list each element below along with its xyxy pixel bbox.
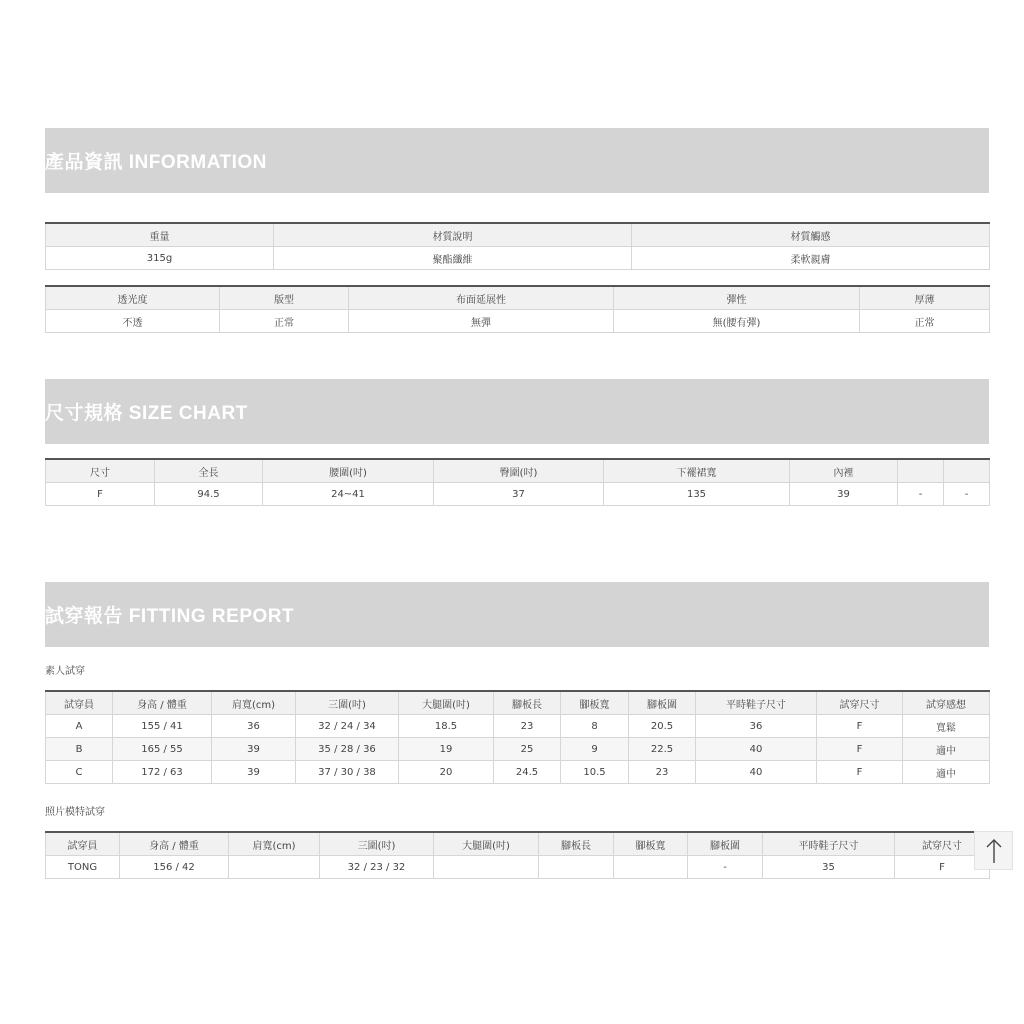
- table-cell: 37 / 30 / 38: [296, 761, 399, 784]
- size-chart-table: [45, 458, 990, 506]
- header-opacity: 透光度: [46, 286, 220, 310]
- header-waist: 腰圍(吋): [263, 459, 434, 483]
- table-cell: 適中: [903, 761, 990, 784]
- table-cell: 10.5: [561, 761, 629, 784]
- table-cell: F: [817, 761, 903, 784]
- table-cell: 39: [212, 738, 296, 761]
- header-weight: 重量: [46, 223, 274, 247]
- table-cell: 25: [494, 738, 561, 761]
- table-cell: 40: [696, 738, 817, 761]
- header-tried-size: 試穿尺寸: [895, 832, 990, 856]
- header-size: 尺寸: [46, 459, 155, 483]
- header-thigh: 大腿圍(吋): [434, 832, 539, 856]
- material-table: [45, 222, 990, 270]
- table-cell: [614, 856, 688, 879]
- header-tester: 試穿員: [46, 832, 120, 856]
- header-measurements: 三圍(吋): [320, 832, 434, 856]
- table-row: [46, 761, 990, 784]
- header-foot-width: 腳板寬: [561, 691, 629, 715]
- table-row: [46, 738, 990, 761]
- table-cell: 23: [494, 715, 561, 738]
- table-cell: A: [46, 715, 113, 738]
- table-cell: 23: [629, 761, 696, 784]
- table-cell: 36: [212, 715, 296, 738]
- table-cell: 8: [561, 715, 629, 738]
- size-chart-heading: 尺寸規格 SIZE CHART: [45, 403, 248, 424]
- size-chart-banner: [45, 379, 989, 444]
- table-cell: 35: [763, 856, 895, 879]
- cell-stretch: 無彈: [349, 310, 614, 333]
- table-cell: [434, 856, 539, 879]
- header-length: 全長: [155, 459, 263, 483]
- amateur-fitting-table: [45, 690, 990, 784]
- header-thigh: 大腿圍(吋): [399, 691, 494, 715]
- fitting-report-heading: 試穿報告 FITTING REPORT: [45, 606, 295, 627]
- header-thickness: 厚薄: [860, 286, 990, 310]
- table-cell: TONG: [46, 856, 120, 879]
- table-cell: 32 / 24 / 34: [296, 715, 399, 738]
- model-fitting-label: 照片模特試穿: [45, 807, 105, 818]
- table-cell: [539, 856, 614, 879]
- cell-elasticity: 無(腰有彈): [614, 310, 860, 333]
- cell-thickness: 正常: [860, 310, 990, 333]
- information-heading: 產品資訊 INFORMATION: [45, 152, 267, 173]
- table-row: [46, 715, 990, 738]
- cell-size: F: [46, 483, 155, 506]
- header-foot-length: 腳板長: [539, 832, 614, 856]
- table-cell: 24.5: [494, 761, 561, 784]
- fitting-report-banner: [45, 582, 989, 647]
- cell-extra-1: -: [898, 483, 944, 506]
- header-height-weight: 身高 / 體重: [120, 832, 229, 856]
- cell-hem-width: 135: [604, 483, 790, 506]
- table-cell: 9: [561, 738, 629, 761]
- cell-fit: 正常: [220, 310, 349, 333]
- table-cell: 40: [696, 761, 817, 784]
- cell-opacity: 不透: [46, 310, 220, 333]
- table-row: [46, 856, 990, 879]
- header-shoulder: 肩寬(cm): [212, 691, 296, 715]
- header-fit: 版型: [220, 286, 349, 310]
- table-cell: 39: [212, 761, 296, 784]
- header-feedback: 試穿感想: [903, 691, 990, 715]
- header-foot-girth: 腳板圍: [688, 832, 763, 856]
- header-foot-girth: 腳板圍: [629, 691, 696, 715]
- header-texture: 材質觸感: [632, 223, 990, 247]
- header-stretch: 布面延展性: [349, 286, 614, 310]
- model-fitting-table: [45, 831, 990, 879]
- header-tried-size: 試穿尺寸: [817, 691, 903, 715]
- table-cell: 35 / 28 / 36: [296, 738, 399, 761]
- cell-length: 94.5: [155, 483, 263, 506]
- header-measurements: 三圍(吋): [296, 691, 399, 715]
- header-foot-width: 腳板寬: [614, 832, 688, 856]
- header-hem-width: 下襬裙寬: [604, 459, 790, 483]
- header-tester: 試穿員: [46, 691, 113, 715]
- cell-waist: 24~41: [263, 483, 434, 506]
- table-cell: 20.5: [629, 715, 696, 738]
- table-cell: C: [46, 761, 113, 784]
- cell-extra-2: -: [944, 483, 990, 506]
- table-cell: 165 / 55: [113, 738, 212, 761]
- amateur-fitting-label: 素人試穿: [45, 666, 85, 677]
- header-height-weight: 身高 / 體重: [113, 691, 212, 715]
- table-cell: 22.5: [629, 738, 696, 761]
- cell-weight: 315g: [46, 247, 274, 270]
- header-foot-length: 腳板長: [494, 691, 561, 715]
- table-cell: 19: [399, 738, 494, 761]
- table-cell: F: [817, 738, 903, 761]
- table-cell: 36: [696, 715, 817, 738]
- fabric-table: [45, 285, 990, 333]
- table-cell: 32 / 23 / 32: [320, 856, 434, 879]
- header-elasticity: 彈性: [614, 286, 860, 310]
- table-cell: [229, 856, 320, 879]
- table-cell: F: [817, 715, 903, 738]
- cell-lining: 39: [790, 483, 898, 506]
- header-empty-1: [898, 459, 944, 483]
- arrow-up-icon: [984, 837, 1004, 865]
- table-cell: 156 / 42: [120, 856, 229, 879]
- header-empty-2: [944, 459, 990, 483]
- table-cell: 寬鬆: [903, 715, 990, 738]
- cell-hip: 37: [434, 483, 604, 506]
- header-hip: 臀圍(吋): [434, 459, 604, 483]
- header-shoulder: 肩寬(cm): [229, 832, 320, 856]
- cell-texture: 柔軟親膚: [632, 247, 990, 270]
- back-to-top-button[interactable]: [974, 831, 1013, 870]
- cell-material: 聚酯纖維: [274, 247, 632, 270]
- table-cell: 172 / 63: [113, 761, 212, 784]
- table-cell: -: [688, 856, 763, 879]
- table-cell: 155 / 41: [113, 715, 212, 738]
- table-cell: 20: [399, 761, 494, 784]
- table-cell: 18.5: [399, 715, 494, 738]
- header-lining: 內裡: [790, 459, 898, 483]
- table-cell: 適中: [903, 738, 990, 761]
- header-shoe-size: 平時鞋子尺寸: [696, 691, 817, 715]
- information-banner: [45, 128, 989, 193]
- table-cell: B: [46, 738, 113, 761]
- table-cell: F: [895, 856, 990, 879]
- header-shoe-size: 平時鞋子尺寸: [763, 832, 895, 856]
- header-material: 材質說明: [274, 223, 632, 247]
